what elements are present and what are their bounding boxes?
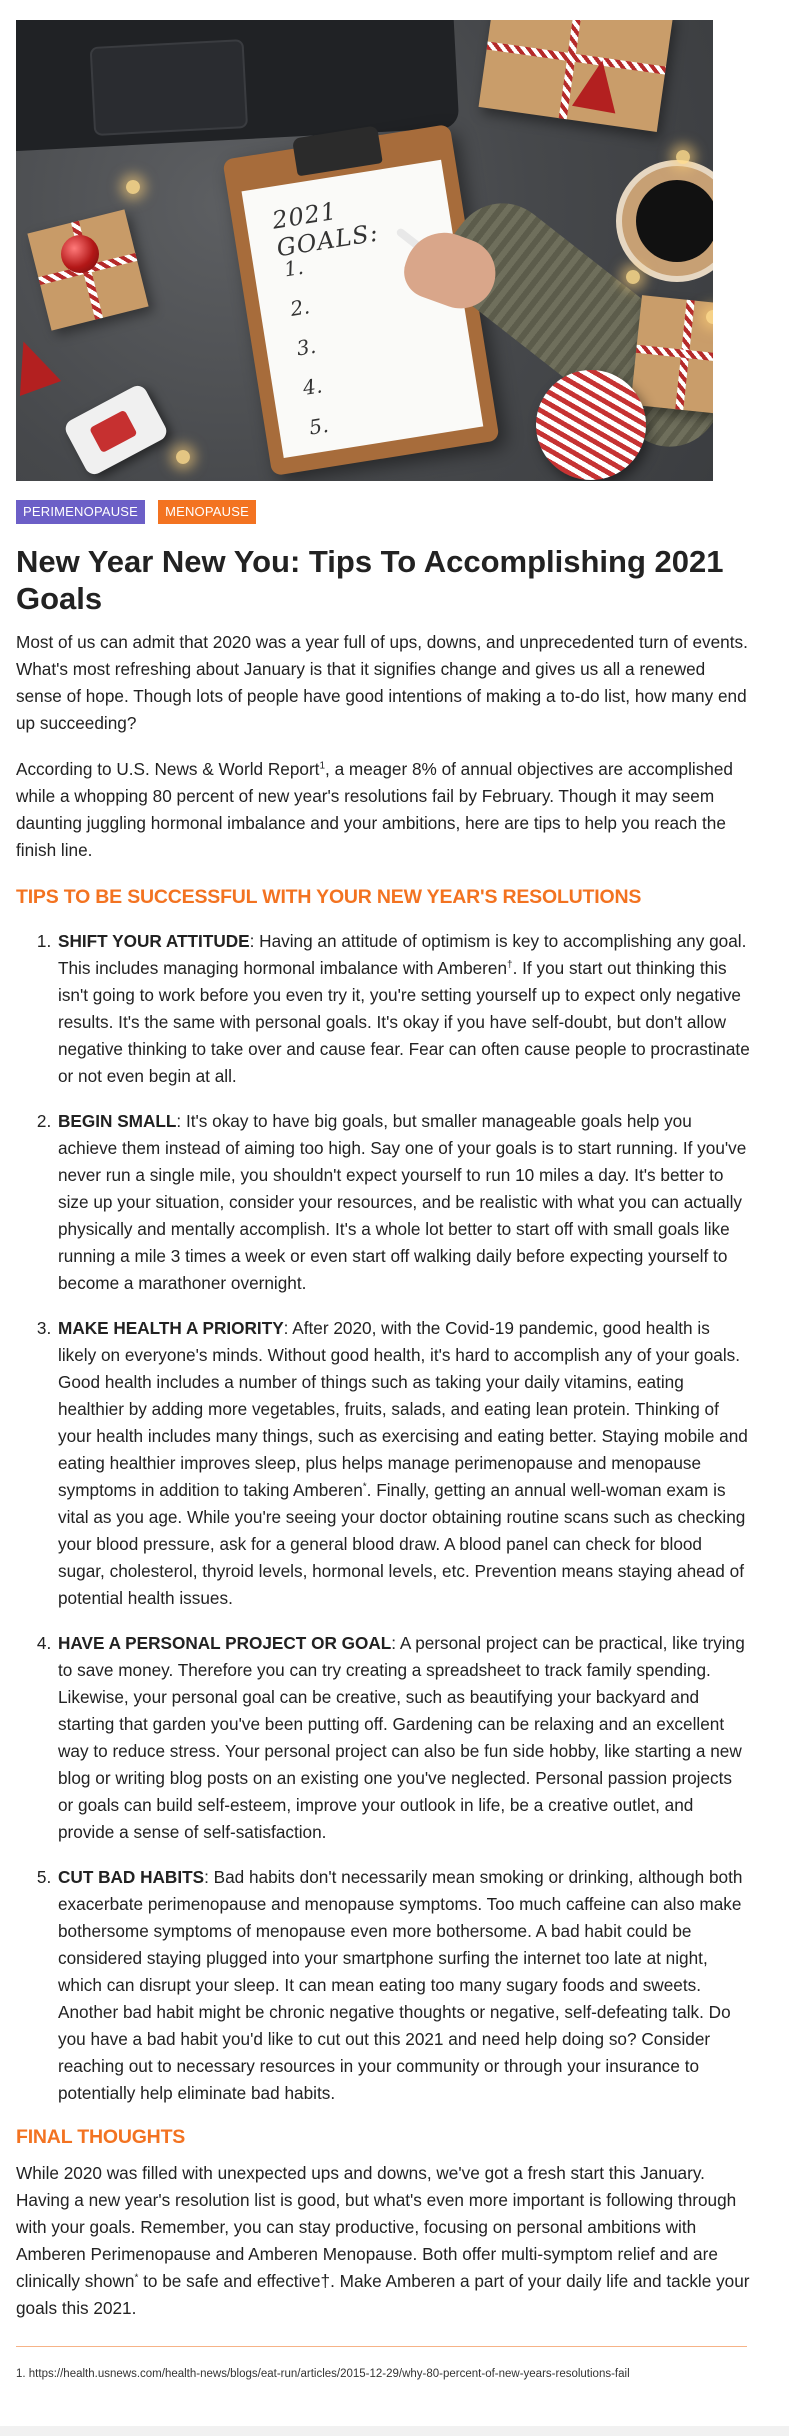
goal-number: 4. <box>301 373 324 400</box>
goal-number: 1. <box>282 254 306 282</box>
footnote-divider <box>16 2346 747 2347</box>
tips-list <box>16 928 751 2125</box>
intro-text: According to U.S. News & World Report <box>16 759 320 779</box>
tips-heading: TIPS TO BE SUCCESSFUL WITH YOUR NEW YEAR'S RESOLUTIONS <box>16 886 642 908</box>
tip-item <box>56 1315 751 1612</box>
footnote-ref[interactable]: 1 <box>319 760 326 772</box>
footnote-link[interactable]: 1. https://health.usnews.com/health-news/blogs/eat-run/articles/2015-12-29/why-80-percent-of-new-years-resolutions-fail <box>16 2368 630 2380</box>
bokeh-light <box>176 450 190 464</box>
tip-sup: † <box>507 959 513 971</box>
tip-item <box>56 1630 751 1846</box>
goal-number: 3. <box>294 333 318 361</box>
tip-text: : A personal project can be practical, like trying to save money. Therefore you can try creating a spreadsheet to track family spending. Likewise, your personal goal can be creative, such as beautifying your backyard and starting that garden you've been putting off. Gardening can be relaxing and an excellent way to reduce stress. Your personal project can also be fun side hobby, like starting a new blog or writing blog posts on an existing one you've neglected. Personal passion projects or goals can build self-esteem, improve your outlook in life, be a creative outlet, and provide a sense of self-satisfaction. <box>58 1633 745 1842</box>
tip-item <box>56 1108 751 1297</box>
article-title: New Year New You: Tips To Accomplishing 2021 Goals <box>16 544 724 616</box>
star-ornament-illustration <box>572 57 624 114</box>
tip-item <box>56 928 751 1090</box>
final-text: to be safe and effective†. Make Amberen a part of your daily life and tackle your goals this 2021. <box>16 2271 750 2318</box>
tip-text: : Bad habits don't necessarily mean smoking or drinking, although both exacerbate perimenopause and menopause symptoms. Too much caffeine can also make bothersome symptoms of menopause even more bothersome. A bad habit could be considered staying plugged into your smartphone surfing the internet too late at night, which can disrupt your sleep. It can mean eating too many sugary foods and sweets. Another bad habit might be chronic negative thoughts or negative, self-defeating talk. Do you have a bad habit you'd like to cut out this 2021 and need help doing so? Consider reaching out to necessary resources in your community or through your insurance to potentially help eliminate bad habits. <box>58 1867 743 2103</box>
tip-text: : Having an attitude of optimism is key to accomplishing any goal. This includes managing hormonal imbalance with Amberen <box>58 931 747 978</box>
tip-heading: CUT BAD HABITS <box>58 1867 205 1887</box>
tip-text: . If you start out thinking this isn't going to work before you even try it, you're setting yourself up to expect only negative results. It's the same with personal goals. It's okay if you have self-doubt, but don't allow negative thinking to take over and cause fear. Fear can often cause people to procrastinate or not even begin at all. <box>58 958 750 1086</box>
hero-image <box>16 20 713 481</box>
bokeh-light <box>626 270 640 284</box>
ornament-illustration <box>61 235 99 273</box>
goal-number: 5. <box>307 412 331 440</box>
tip-heading: HAVE A PERSONAL PROJECT OR GOAL <box>58 1633 392 1653</box>
goals-title-handwriting: 2021 GOALS: <box>270 196 381 263</box>
tag-perimenopause[interactable]: PERIMENOPAUSE <box>16 500 145 524</box>
gift-box-illustration <box>631 295 713 415</box>
tip-text: : After 2020, with the Covid-19 pandemic, good health is likely on everyone's minds. Without good health, it's hard to accomplish any of your goals. Good health includes a number of things such as taking your daily vitamins, eating healthier by adding more vegetables, fruits, salads, and eating lean protein. Thinking of your health includes many things, such as exercising and eating better. Staying mobile and eating healthier improves sleep, plus helps manage perimenopause and menopause symptoms in addition to taking Amberen <box>58 1318 748 1500</box>
tip-heading: MAKE HEALTH A PRIORITY <box>58 1318 284 1338</box>
final-thoughts-heading: FINAL THOUGHTS <box>16 2126 186 2148</box>
tag-menopause[interactable]: MENOPAUSE <box>158 500 256 524</box>
page-bottom-bar <box>0 2426 789 2436</box>
intro-paragraph <box>16 756 751 864</box>
tip-text: : It's okay to have big goals, but smaller manageable goals help you achieve them instead of aiming too high. Say one of your goals is to start running. If you've never run a single mile, you shouldn't expect yourself to run 10 miles a day. It's better to size up your situation, consider your resources, and be realistic with what you can actually physically and mentally accomplish. It's a whole lot better to start off with small goals like running a mile 3 times a week or even start off walking daily before expecting yourself to become a marathoner overnight. <box>58 1111 747 1293</box>
final-paragraph <box>16 2160 751 2322</box>
bokeh-light <box>126 180 140 194</box>
coffee-mug-illustration <box>616 160 713 282</box>
intro-text: , a meager 8% of annual objectives are accomplished while a whopping 80 percent of new year's resolutions fail by February. Though it may seem daunting juggling hormonal imbalance and your ambitions, here are tips to help you reach the finish line. <box>16 759 733 860</box>
star-ornament-illustration <box>16 334 61 396</box>
final-text: While 2020 was filled with unexpected ups and downs, we've got a fresh start this January. Having a new year's resolution list is good, but what's even more important is following through with your goals. Remember, you can stay productive, focusing on personal ambitions with Amberen Perimenopause and Amberen Menopause. Both offer multi-symptom relief and are clinically shown <box>16 2163 737 2291</box>
tip-item <box>56 1864 751 2107</box>
category-tags <box>16 500 256 524</box>
toy-car-illustration <box>62 382 170 477</box>
tip-heading: SHIFT YOUR ATTITUDE <box>58 931 250 951</box>
twine-spool-illustration <box>536 370 646 480</box>
gift-box-illustration <box>479 20 674 132</box>
goal-number: 2. <box>288 294 312 321</box>
final-sup: * <box>134 2272 139 2284</box>
tip-heading: BEGIN SMALL <box>58 1111 177 1131</box>
tip-sup: * <box>362 1481 367 1493</box>
intro-paragraph: Most of us can admit that 2020 was a year full of ups, downs, and unprecedented turn of events. What's most refreshing about January is that it signifies change and gives us all a renewed sense of hope. Though lots of people have good intentions of making a to-do list, how many end up succeeding? <box>16 632 748 733</box>
bokeh-light <box>676 150 690 164</box>
tip-text: . Finally, getting an annual well-woman exam is vital as you age. While you're seeing your doctor obtaining routine scans such as checking your blood pressure, ask for a general blood draw. A blood panel can check for blood sugar, cholesterol, thyroid levels, hormonal levels, etc. Prevention means staying ahead of potential health issues. <box>58 1480 746 1608</box>
bokeh-light <box>706 310 713 324</box>
